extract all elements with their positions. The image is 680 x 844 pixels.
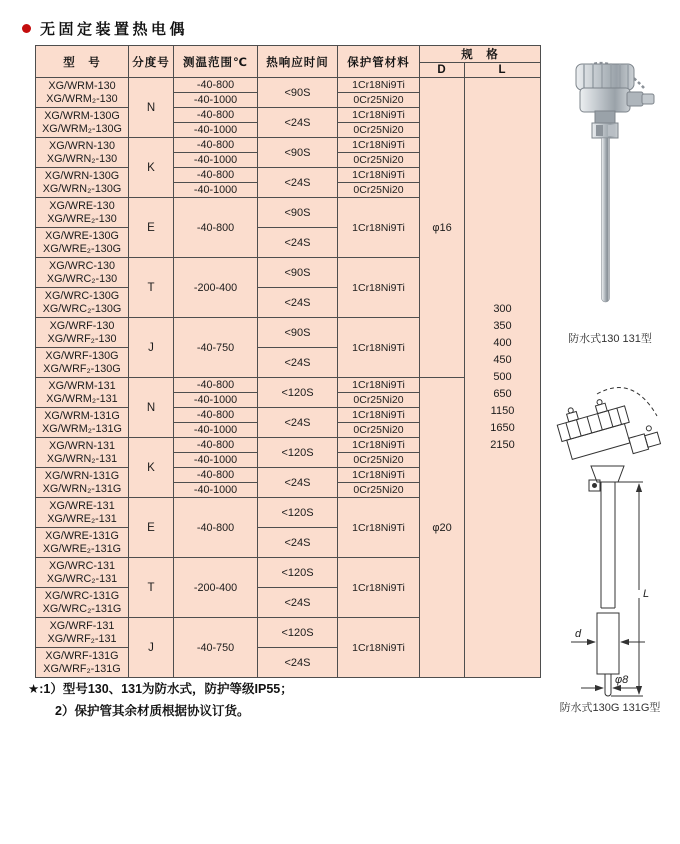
cell-resp: <90S <box>258 78 338 108</box>
cell-resp: <24S <box>258 228 338 258</box>
cell-d: φ16 <box>420 78 465 378</box>
cell-resp: <24S <box>258 288 338 318</box>
cell-temp: -40-1000 <box>174 483 258 498</box>
cell-mat: 1Cr18Ni9Ti <box>338 138 420 153</box>
cell-model: XG/WRM-131G XG/WRM₂-131G <box>36 408 129 438</box>
cell-temp: -40-800 <box>174 168 258 183</box>
col-header-tube-material: 保护管材料 <box>338 46 420 78</box>
cell-grad: E <box>129 198 174 258</box>
spec-table-wrap <box>35 45 541 678</box>
col-header-spec: 规 格 <box>420 46 541 63</box>
cell-temp: -40-1000 <box>174 123 258 138</box>
cell-model: XG/WRF-131G XG/WRF₂-131G <box>36 648 129 678</box>
cell-grad: N <box>129 78 174 138</box>
cell-mat: 0Cr25Ni20 <box>338 393 420 408</box>
cell-temp: -40-750 <box>174 318 258 378</box>
note-line-1: ★:1）型号130、131为防水式，防护等级IP55； <box>28 682 293 696</box>
dim-label-length: L <box>643 588 650 600</box>
cell-mat: 0Cr25Ni20 <box>338 183 420 198</box>
cell-resp: <24S <box>258 348 338 378</box>
cell-temp: -40-800 <box>174 78 258 93</box>
cell-mat: 0Cr25Ni20 <box>338 93 420 108</box>
cell-temp: -40-800 <box>174 468 258 483</box>
cell-mat: 1Cr18Ni9Ti <box>338 408 420 423</box>
cell-temp: -40-1000 <box>174 453 258 468</box>
cell-resp: <120S <box>258 618 338 648</box>
page-title: 无固定装置热电偶 <box>40 21 189 38</box>
col-header-temp-range: 测温范围℃ <box>174 46 258 78</box>
cell-temp: -40-1000 <box>174 93 258 108</box>
cell-model: XG/WRC-131G XG/WRC₂-131G <box>36 588 129 618</box>
dimension-drawing <box>545 380 680 703</box>
cell-model: XG/WRN-131 XG/WRN₂-131 <box>36 438 129 468</box>
cell-resp: <120S <box>258 438 338 468</box>
cell-resp: <120S <box>258 378 338 408</box>
cell-model: XG/WRM-131 XG/WRM₂-131 <box>36 378 129 408</box>
drawing-caption: 防水式130G 131G型 <box>559 702 661 714</box>
cell-model: XG/WRF-131 XG/WRF₂-131 <box>36 618 129 648</box>
table-body <box>36 78 541 678</box>
cell-resp: <90S <box>258 258 338 288</box>
cell-model: XG/WRF-130 XG/WRF₂-130 <box>36 318 129 348</box>
cell-resp: <24S <box>258 168 338 198</box>
dim-label-tip-diameter: φ8 <box>615 674 629 686</box>
cell-mat: 1Cr18Ni9Ti <box>338 258 420 318</box>
cell-temp: -40-750 <box>174 618 258 678</box>
cell-temp: -40-1000 <box>174 183 258 198</box>
col-header-graduation: 分度号 <box>129 46 174 78</box>
cell-temp: -40-1000 <box>174 423 258 438</box>
cell-resp: <90S <box>258 198 338 228</box>
thermocouple-photo-image <box>550 52 670 324</box>
col-header-spec-l: L <box>465 63 541 78</box>
cell-resp: <120S <box>258 558 338 588</box>
cell-resp: <24S <box>258 108 338 138</box>
cell-model: XG/WRN-130 XG/WRN₂-130 <box>36 138 129 168</box>
cell-mat: 1Cr18Ni9Ti <box>338 618 420 678</box>
cell-mat: 0Cr25Ni20 <box>338 123 420 138</box>
cell-mat: 0Cr25Ni20 <box>338 483 420 498</box>
cell-model: XG/WRN-130G XG/WRN₂-130G <box>36 168 129 198</box>
cell-grad: J <box>129 618 174 678</box>
cell-mat: 1Cr18Ni9Ti <box>338 468 420 483</box>
cell-temp: -40-800 <box>174 498 258 558</box>
cell-model: XG/WRF-130G XG/WRF₂-130G <box>36 348 129 378</box>
cell-mat: 1Cr18Ni9Ti <box>338 438 420 453</box>
cell-resp: <24S <box>258 528 338 558</box>
cell-mat: 1Cr18Ni9Ti <box>338 558 420 618</box>
cell-mat: 1Cr18Ni9Ti <box>338 78 420 93</box>
red-bullet-icon <box>22 24 31 33</box>
cell-temp: -40-800 <box>174 138 258 153</box>
col-header-model: 型 号 <box>36 46 129 78</box>
cell-resp: <24S <box>258 408 338 438</box>
cell-mat: 0Cr25Ni20 <box>338 453 420 468</box>
cell-l: 300 350 400 450 500 650 1150 1650 2150 <box>465 78 541 678</box>
spec-table <box>35 45 541 678</box>
cell-grad: K <box>129 438 174 498</box>
cell-temp: -40-800 <box>174 378 258 393</box>
cell-resp: <24S <box>258 588 338 618</box>
dim-label-diameter: d <box>575 628 582 640</box>
cell-temp: -40-800 <box>174 408 258 423</box>
cell-grad: T <box>129 258 174 318</box>
cell-temp: -200-400 <box>174 258 258 318</box>
col-header-response-time: 热响应时间 <box>258 46 338 78</box>
cell-mat: 1Cr18Ni9Ti <box>338 108 420 123</box>
cell-model: XG/WRC-131 XG/WRC₂-131 <box>36 558 129 588</box>
cell-model: XG/WRC-130 XG/WRC₂-130 <box>36 258 129 288</box>
col-header-spec-d: D <box>420 63 465 78</box>
cell-grad: E <box>129 498 174 558</box>
cell-resp: <90S <box>258 318 338 348</box>
cell-resp: <24S <box>258 468 338 498</box>
cell-model: XG/WRE-130 XG/WRE₂-130 <box>36 198 129 228</box>
cell-resp: <90S <box>258 138 338 168</box>
cell-temp: -40-800 <box>174 438 258 453</box>
cell-resp: <120S <box>258 498 338 528</box>
product-photo <box>550 52 670 329</box>
cell-temp: -40-1000 <box>174 153 258 168</box>
cell-model: XG/WRM-130 XG/WRM₂-130 <box>36 78 129 108</box>
cell-temp: -40-800 <box>174 108 258 123</box>
cell-grad: N <box>129 378 174 438</box>
note-line-2: 2）保护管其余材质根据协议订货。 <box>55 704 250 718</box>
cell-model: XG/WRC-130G XG/WRC₂-130G <box>36 288 129 318</box>
cell-model: XG/WRE-131 XG/WRE₂-131 <box>36 498 129 528</box>
cell-grad: J <box>129 318 174 378</box>
cell-mat: 1Cr18Ni9Ti <box>338 198 420 258</box>
cell-grad: T <box>129 558 174 618</box>
cell-grad: K <box>129 138 174 198</box>
cell-mat: 0Cr25Ni20 <box>338 153 420 168</box>
cell-model: XG/WRN-131G XG/WRN₂-131G <box>36 468 129 498</box>
thermocouple-drawing-image <box>545 380 680 698</box>
cell-mat: 1Cr18Ni9Ti <box>338 498 420 558</box>
cell-mat: 1Cr18Ni9Ti <box>338 318 420 378</box>
table-row <box>36 78 541 93</box>
cell-model: XG/WRM-130G XG/WRM₂-130G <box>36 108 129 138</box>
cell-temp: -200-400 <box>174 558 258 618</box>
cell-resp: <24S <box>258 648 338 678</box>
cell-mat: 0Cr25Ni20 <box>338 423 420 438</box>
cell-temp: -40-800 <box>174 198 258 258</box>
cell-mat: 1Cr18Ni9Ti <box>338 168 420 183</box>
section-title-row <box>22 18 188 39</box>
cell-model: XG/WRE-131G XG/WRE₂-131G <box>36 528 129 558</box>
cell-temp: -40-1000 <box>174 393 258 408</box>
photo-caption: 防水式130 131型 <box>568 333 652 345</box>
footnotes <box>28 678 293 722</box>
cell-d: φ20 <box>420 378 465 678</box>
cell-mat: 1Cr18Ni9Ti <box>338 378 420 393</box>
cell-model: XG/WRE-130G XG/WRE₂-130G <box>36 228 129 258</box>
